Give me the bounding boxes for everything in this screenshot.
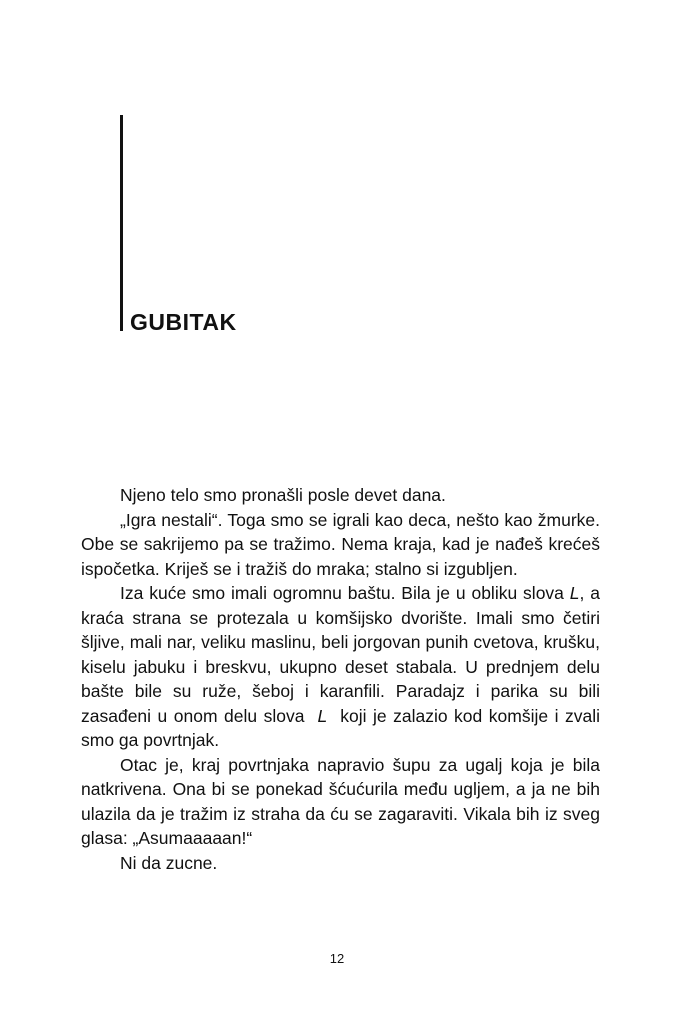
letter-l-italic-2: L: [317, 705, 328, 726]
chapter-vertical-rule: [120, 115, 123, 331]
paragraph-3-part-1: Iza kuće smo imali ogromnu baštu. Bila je u obliku slova: [120, 583, 570, 603]
paragraph-4: Otac je, kraj povrtnjaka napravio šupu za ugalj koja je bila natkrivena. Ona bi se ponekad šćućurila među ugljem, a ja ne bih ulazila da je tražim iz straha da ću se zagaraviti. Vikala bih iz sveg glasa: „Asumaaaaan!“: [81, 754, 600, 848]
paragraph-2: „Igra nestali“. Toga smo se igrali kao deca, nešto kao žmurke. Obe se sakrijemo pa se tražimo. Nema kraja, kad je nađeš krećeš ispočetka. Kriješ se i tražiš do mraka; stalno si izgubljen.: [81, 509, 600, 579]
page-number: 12: [329, 951, 345, 966]
paragraph-3-part-2: , a kraća strana se protezala u komšijsko dvorište. Imali smo četiri šljive, mali nar, veliku maslinu, beli jorgovan punih cvetova, krušku, kiselu jabuku i breskvu, ukupno deset stabala. U prednjem delu bašte bile su ruže, šeboj i karanfili. Paradajz i parika su bili zasađeni u onom delu slova: [81, 583, 600, 726]
chapter-body: [81, 483, 600, 875]
chapter-title: GUBITAK: [130, 309, 237, 335]
paragraph-3-part-3: koji je zalazio kod komšije i zvali smo ga povrtnjak.: [81, 705, 600, 750]
paragraph-5: Ni da zucne.: [120, 852, 218, 873]
paragraph-3: [81, 581, 600, 753]
letter-l-italic: L: [569, 583, 580, 603]
paragraph-1: Njeno telo smo pronašli posle devet dana.: [120, 485, 446, 505]
